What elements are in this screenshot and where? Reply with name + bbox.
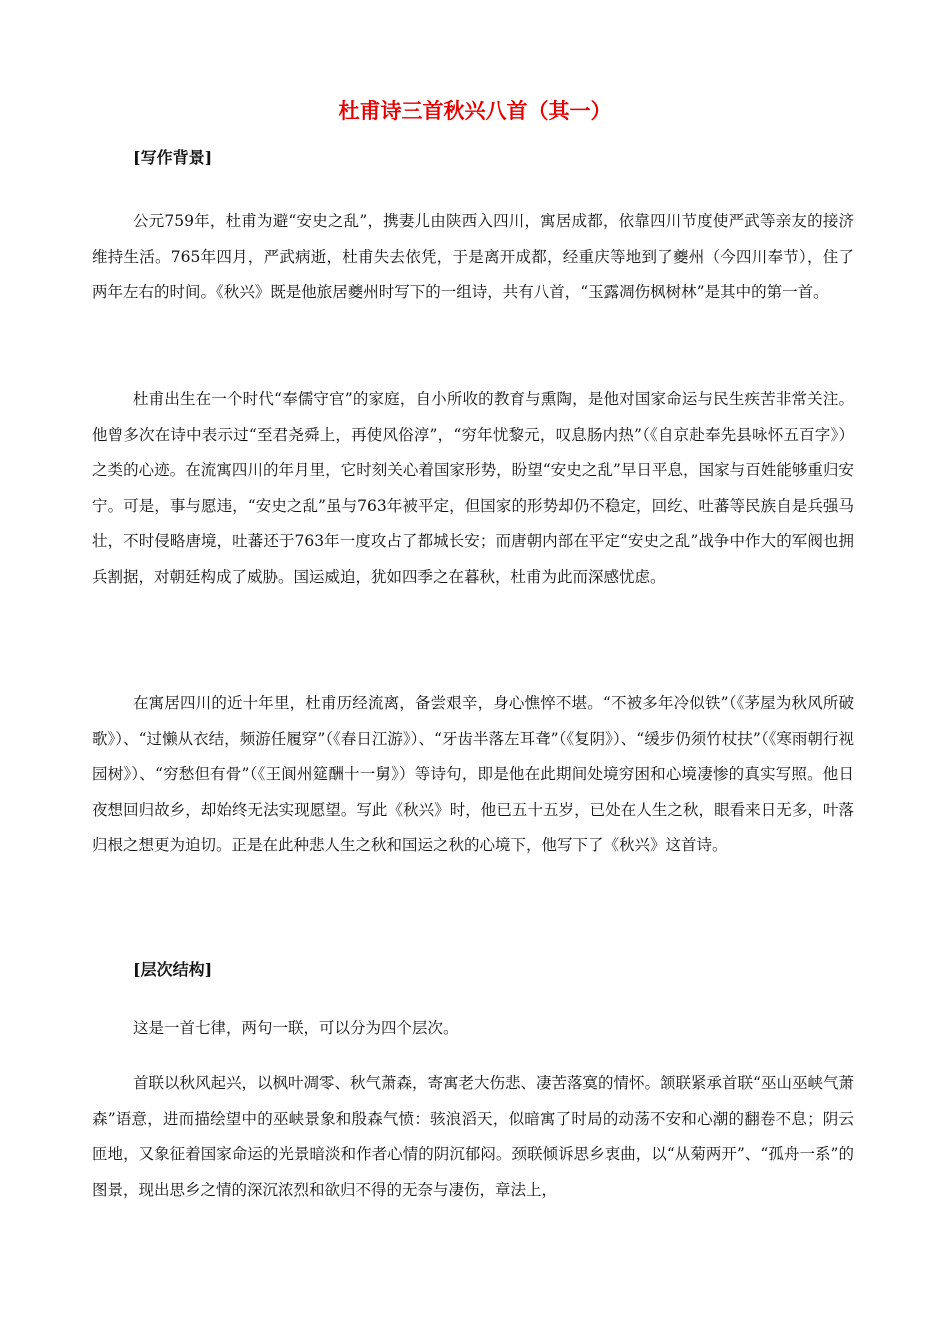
paragraph: 杜甫出生在一个时代“奉儒守官”的家庭，自小所收的教育与熏陶，是他对国家命运与民生疾苦非常关注。他曾多次在诗中表示过“至君尧舜上，再使风俗淳”，“穷年忧黎元，叹息肠内热”（《自京赴奉先县咏怀五百字》）之类的心迹。在流寓四川的年月里，它时刻关心着国家形势，盼望“安史之乱”早日平息，国家与百姓能够重归安宁。可是，事与愿违，“安史之乱”虽与763年被平定，但国家的形势却仍不稳定，回纥、吐蕃等民族自是兵强马壮，不时侵略唐境，吐蕃还于763年一度攻占了都城长安；而唐朝内部在平定“安史之乱”战争中作大的军阀也拥兵割据，对朝廷构成了威胁。国运威迫，犹如四季之在暮秋，杜甫为此而深感忧虑。 [92,390,854,586]
paragraph: 在寓居四川的近十年里，杜甫历经流离，备尝艰辛，身心憔悴不堪。“不被多年冷似铁”（《茅屋为秋风所破歌》）、“过懒从衣结，频游任履穿”（《春日江游》）、“牙齿半落左耳聋”（《复阴》）、“缓步仍须竹杖扶”（《寒雨朝行视园树》）、“穷愁但有骨”（《王阆州筵酬十一舅》）等诗句，即是他在此期间处境穷困和心境凄惨的真实写照。他日夜想回归故乡，却始终无法实现愿望。写此《秋兴》时，他已五十五岁，已处在人生之秋，眼看来日无多，叶落归根之想更为迫切。正是在此种悲人生之秋和国运之秋的心境下，他写下了《秋兴》这首诗。 [92,694,854,854]
section-heading-structure: [层次结构] [133,960,213,979]
paragraph: 这是一首七律，两句一联，可以分为四个层次。 [133,1019,459,1037]
section-heading-background: [写作背景] [133,148,213,167]
paragraph: 公元759年，杜甫为避“安史之乱”，携妻儿由陕西入四川，寓居成都，依靠四川节度使严武等亲友的接济维持生活。765年四月，严武病逝，杜甫失去依凭，于是离开成都，经重庆等地到了夔州（今四川奉节），住了两年左右的时间。《秋兴》既是他旅居夔州时写下的一组诗，共有八首，“玉露凋伤枫树林”是其中的第一首。 [92,212,854,301]
document-title: 杜甫诗三首秋兴八首（其一） [338,98,612,123]
paragraph: 首联以秋风起兴，以枫叶凋零、秋气萧森，寄寓老大伤悲、凄苦落寞的情怀。颔联紧承首联“巫山巫峡气萧森”语意，进而描绘望中的巫峡景象和殷森气愤：骇浪滔天，似暗寓了时局的动荡不安和心潮的翻卷不息；阴云匝地，又象征着国家命运的光景暗淡和作者心情的阴沉郁闷。颈联倾诉思乡衷曲，以“从菊两开”、“孤舟一系”的图景，现出思乡之情的深沉浓烈和欲归不得的无奈与凄伤，章法上， [92,1074,854,1199]
